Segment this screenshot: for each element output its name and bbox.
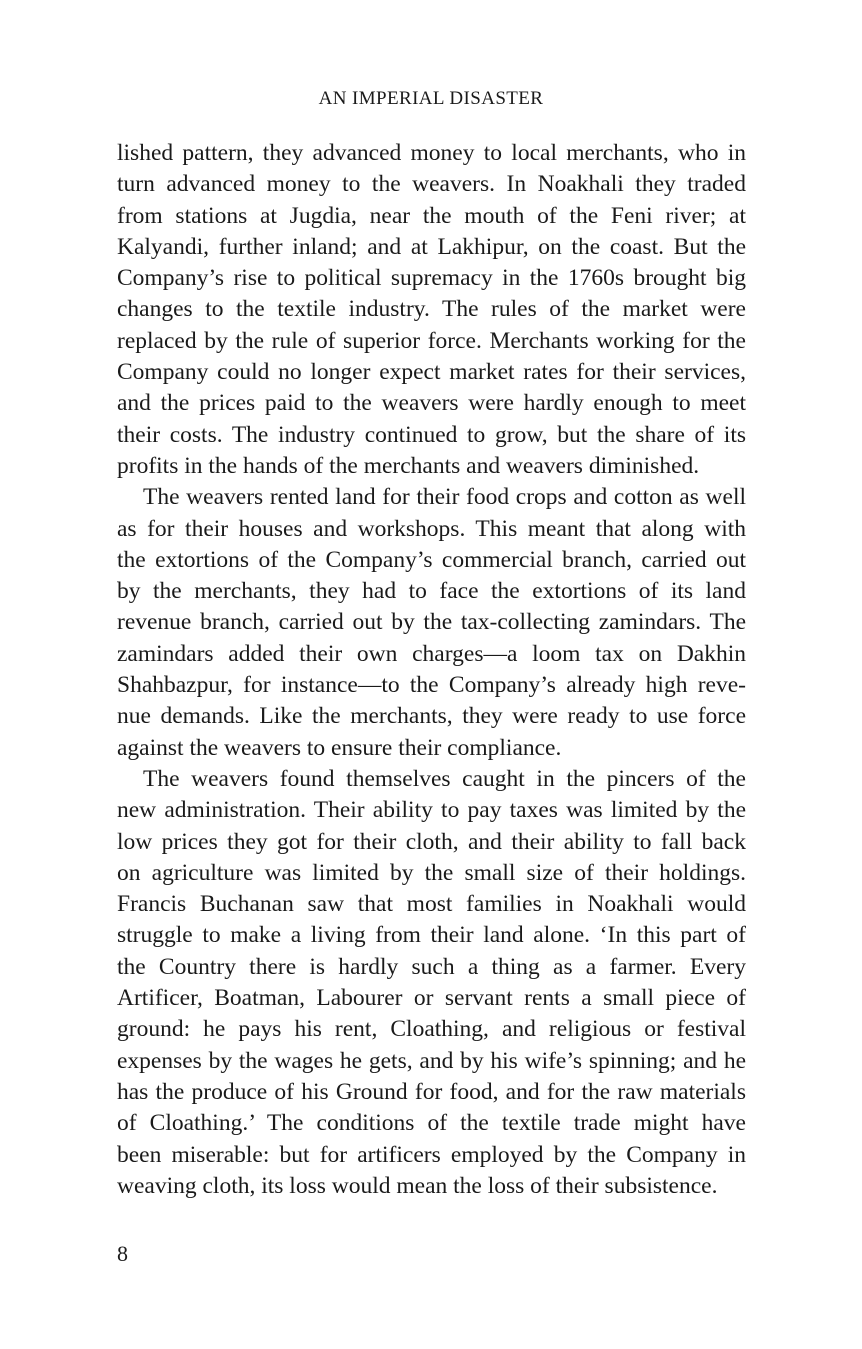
text-line: low prices they got for their cloth, and their ability to fall back bbox=[117, 828, 746, 855]
page-number: 8 bbox=[117, 1241, 128, 1266]
paragraph bbox=[117, 138, 746, 482]
paragraph bbox=[117, 764, 746, 1202]
body-text bbox=[117, 138, 746, 1202]
text-line: replaced by the rule of superior force. Merchants working for the bbox=[117, 327, 746, 354]
text-line: the extortions of the Company’s commercial branch, carried out bbox=[117, 546, 746, 573]
text-line: expenses by the wages he gets, and by his wife’s spinning; and he bbox=[117, 1047, 746, 1074]
paragraph bbox=[117, 482, 746, 764]
text-line: turn advanced money to the weavers. In Noakhali they traded bbox=[117, 171, 746, 198]
text-line: Shahbazpur, for instance—to the Company’s already high reve- bbox=[117, 672, 746, 699]
text-line: revenue branch, carried out by the tax-collecting zamindars. The bbox=[117, 609, 746, 636]
text-line: Kalyandi, further inland; and at Lakhipur, on the coast. But the bbox=[117, 233, 746, 260]
text-line: struggle to make a living from their land alone. ‘In this part of bbox=[117, 922, 746, 949]
text-line: of Cloathing.’ The conditions of the textile trade might have bbox=[117, 1110, 746, 1137]
text-line: The weavers rented land for their food crops and cotton as well bbox=[143, 484, 746, 511]
text-line: Francis Buchanan saw that most families in Noakhali would bbox=[117, 891, 746, 918]
text-line: nue demands. Like the merchants, they were ready to use force bbox=[117, 703, 746, 730]
text-line: and the prices paid to the weavers were hardly enough to meet bbox=[117, 390, 746, 417]
running-head: AN IMPERIAL DISASTER bbox=[318, 88, 544, 109]
text-line: weaving cloth, its loss would mean the loss of their subsistence. bbox=[117, 1172, 718, 1199]
text-line: against the weavers to ensure their compliance. bbox=[117, 734, 562, 761]
text-line: new administration. Their ability to pay taxes was limited by the bbox=[117, 797, 746, 824]
text-line: changes to the textile industry. The rules of the market were bbox=[117, 296, 746, 323]
text-line: profits in the hands of the merchants and weavers diminished. bbox=[117, 452, 700, 479]
text-line: ground: he pays his rent, Cloathing, and religious or festival bbox=[117, 1016, 746, 1043]
text-line: as for their houses and workshops. This meant that along with bbox=[117, 515, 746, 542]
text-line: Company’s rise to political supremacy in the 1760s brought big bbox=[117, 265, 746, 292]
text-line: The weavers found themselves caught in the pincers of the bbox=[143, 765, 746, 792]
text-line: by the merchants, they had to face the extortions of its land bbox=[117, 578, 746, 605]
text-line: been miserable: but for artificers employed by the Company in bbox=[117, 1141, 746, 1168]
text-line: has the produce of his Ground for food, and for the raw materials bbox=[117, 1078, 746, 1105]
text-line: Artificer, Boatman, Labourer or servant rents a small piece of bbox=[117, 985, 746, 1012]
text-line: lished pattern, they advanced money to local merchants, who in bbox=[117, 140, 746, 166]
text-line: zamindars added their own charges—a loom tax on Dakhin bbox=[117, 640, 746, 667]
text-line: their costs. The industry continued to grow, but the share of its bbox=[117, 421, 746, 448]
text-line: on agriculture was limited by the small size of their holdings. bbox=[117, 859, 746, 886]
text-line: from stations at Jugdia, near the mouth of the Feni river; at bbox=[117, 202, 746, 229]
text-line: the Country there is hardly such a thing as a farmer. Every bbox=[117, 953, 746, 980]
text-line: Company could no longer expect market rates for their services, bbox=[117, 359, 746, 386]
